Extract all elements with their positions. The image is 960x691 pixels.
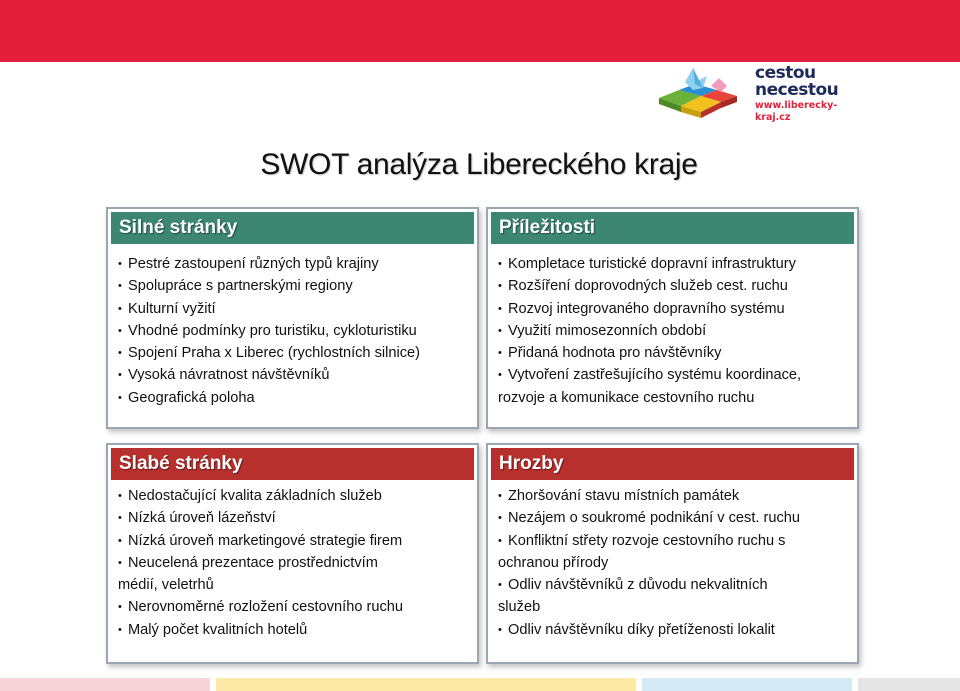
bullet-icon: • [498, 512, 502, 525]
bullet-icon: • [498, 534, 502, 547]
logo-line-2: necestou [755, 80, 839, 100]
logo-url: www.liberecky-kraj.cz [755, 100, 838, 123]
bullet-icon: • [498, 302, 502, 315]
bullet-icon: • [498, 490, 502, 502]
list-item-continuation: rozvoje a komunikace cestovního ruchu [498, 389, 755, 406]
bottom-bar-segment [216, 678, 636, 691]
logo-line-1: cestou [755, 63, 816, 83]
bullet-icon: • [498, 347, 502, 360]
list-item: • Rozvoj integrovaného dopravního systému [498, 298, 849, 320]
list-item-continuation: služeb [498, 599, 541, 616]
strengths-list [118, 253, 469, 409]
list-item: • Malý počet kvalitních hotelů [118, 619, 469, 641]
bullet-icon: • [118, 623, 122, 636]
strengths-box [106, 207, 479, 429]
bottom-color-bar [0, 678, 960, 691]
bullet-icon: • [118, 369, 122, 382]
list-item: • Rozšíření doprovodných služeb cest. ruchu [498, 275, 849, 297]
list-item: • Nezájem o soukromé podnikání v cest. ruchu [498, 507, 849, 529]
bullet-icon: • [118, 347, 122, 360]
list-item: • Odliv návštěvníků z důvodu nekvalitních [498, 574, 849, 596]
threats-list [498, 485, 849, 641]
weaknesses-header: Slabé stránky [111, 448, 474, 480]
bullet-icon: • [118, 512, 122, 525]
bullet-icon: • [498, 324, 502, 337]
bullet-icon: • [118, 534, 122, 547]
puzzle-logo-icon [655, 64, 750, 122]
list-item-continuation: ochranou přírody [498, 554, 609, 571]
list-item: • Vhodné podmínky pro turistiku, cykloturistiku [118, 320, 469, 342]
list-item: • Spolupráce s partnerskými regiony [118, 275, 469, 297]
bullet-icon: • [118, 391, 122, 404]
list-item: • Konfliktní střety rozvoje cestovního ruchu s [498, 530, 849, 552]
bullet-icon: • [498, 369, 502, 382]
opportunities-box [486, 207, 859, 429]
bullet-icon: • [118, 556, 122, 569]
list-item: • Kulturní vyžití [118, 298, 469, 320]
list-item-continuation: médií, veletrhů [118, 577, 214, 594]
bullet-icon: • [498, 579, 502, 592]
list-item: • Vytvoření zastřešujícího systému koordinace, [498, 364, 849, 386]
bullet-icon: • [118, 302, 122, 315]
bullet-icon: • [118, 601, 122, 614]
bottom-bar-segment [858, 678, 960, 691]
strengths-header: Silné stránky [111, 212, 474, 244]
list-item: • Nerovnoměrné rozložení cestovního ruchu [118, 596, 469, 618]
list-item: • Zhoršování stavu místních památek [498, 485, 849, 507]
bullet-icon: • [118, 280, 122, 293]
bullet-icon: • [118, 324, 122, 337]
bottom-bar-segment [0, 678, 210, 691]
list-item: • Spojení Praha x Liberec (rychlostních silnice) [118, 342, 469, 364]
bullet-icon: • [118, 490, 122, 502]
logo [655, 62, 855, 122]
bullet-icon: • [118, 258, 122, 270]
list-item: • Nízká úroveň lázeňství [118, 507, 469, 529]
threats-header: Hrozby [491, 448, 854, 480]
list-item: • Geografická poloha [118, 387, 469, 409]
weaknesses-box [106, 443, 479, 664]
top-red-bar [0, 0, 960, 62]
opportunities-list [498, 253, 849, 409]
weaknesses-list [118, 485, 469, 641]
bottom-bar-segment [642, 678, 852, 691]
list-item: • Neucelená prezentace prostřednictvím [118, 552, 469, 574]
list-item: • Pestré zastoupení různých typů krajiny [118, 253, 469, 275]
list-item: • Využití mimosezonních období [498, 320, 849, 342]
list-item: • Kompletace turistické dopravní infrastruktury [498, 253, 849, 275]
bullet-icon: • [498, 623, 502, 636]
threats-box [486, 443, 859, 664]
list-item: • Vysoká návratnost návštěvníků [118, 364, 469, 386]
bullet-icon: • [498, 280, 502, 293]
list-item: • Nedostačující kvalita základních služeb [118, 485, 469, 507]
page-title-text: SWOT analýza Libereckého kraje [260, 148, 698, 181]
list-item: • Nízká úroveň marketingové strategie firem [118, 530, 469, 552]
page-title [0, 148, 960, 182]
list-item: • Přidaná hodnota pro návštěvníky [498, 342, 849, 364]
bullet-icon: • [498, 258, 502, 270]
opportunities-header: Příležitosti [491, 212, 854, 244]
list-item: • Odliv návštěvníku díky přetíženosti lokalit [498, 619, 849, 641]
